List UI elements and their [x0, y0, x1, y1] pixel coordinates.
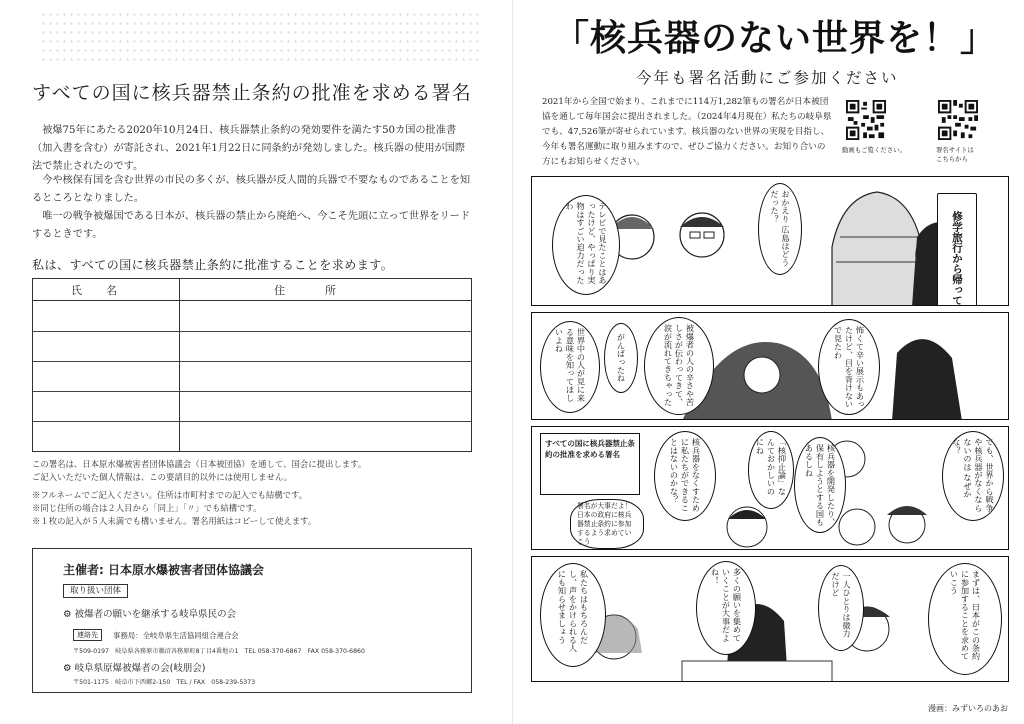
signature-table-header: [33, 279, 471, 301]
note-same-address: ※同じ住所の場合は２人目から「同上」「〃」でも結構です。: [32, 503, 262, 513]
column-divider: [179, 279, 180, 451]
speech-bubble-small-power: 一人ひとりは微力だけど: [818, 565, 864, 651]
signature-table[interactable]: [32, 278, 472, 452]
qr-code-video[interactable]: [846, 100, 886, 140]
speech-bubble-gather: 多くの願いを集めていくことが大事だよね！: [696, 561, 756, 655]
manga-credit: 漫画：みずいろのあお: [928, 704, 1008, 713]
manga-strip: [531, 176, 1009, 694]
office-detail: 〒509-0197 岐阜県各務原市鵜沼各務原町8丁目4番地の1 TEL 058-370-6867 FAX 058-370-6860: [73, 648, 365, 655]
table-row[interactable]: [33, 421, 471, 422]
speech-bubble-develop: 核兵器を開発したり、保有しようとする国もあるしね: [794, 437, 846, 533]
note-copy: ※１枚の記入が５人未満でも構いません。署名用紙はコピーして使えます。: [32, 516, 317, 526]
contact-label: 連絡先: [73, 629, 102, 641]
note-fullname: ※フルネームでご記入ください。住所は市町村までの記入でも結構です。: [32, 490, 308, 500]
table-row[interactable]: [33, 391, 471, 392]
speech-bubble-why: でも、世界から戦争や核兵器がなくならないのは なぜかな？: [942, 431, 1004, 521]
column-address: 住所: [274, 284, 376, 297]
speech-bubble-deterrence: 「核抑止論」なんておかしいのにね: [748, 431, 794, 509]
group-1-name: 被爆者の願いを継承する岐阜県民の会: [74, 609, 237, 620]
speech-bubble-good-job: がんばったね: [604, 323, 638, 393]
qr-code-signature-site[interactable]: [938, 100, 978, 140]
petition-request: 私は、すべての国に核兵器禁止条約に批准することを求めます。: [32, 258, 394, 272]
manga-panel-4: [531, 556, 1009, 682]
campaign-page: [520, 0, 1024, 724]
manga-panel-3: [531, 426, 1009, 550]
office-name: 事務局：全岐阜県生活協同組合連合会: [113, 631, 239, 640]
note-submission: この署名は、日本原水爆被害者団体協議会（日本被団協）を通して、国会に提出します。: [32, 459, 367, 469]
organizer-name: 主催者: 日本原水爆被害者団体協議会: [63, 563, 264, 577]
campaign-intro: 2021年から全国で始まり、これまでに114万1,282筆もの署名が日本被団協を通して毎年国会に提出されました。（2024年4月現在）私たちの岐阜県でも、47,526筆が寄せられています。核兵器のない世界の実現を目指し、今年も署名運動に取り組みますので、ぜひご協力ください。お知り合いの方にもお知らせください。: [542, 97, 832, 167]
qr-caption-signature: 署名サイトは こちらから: [936, 146, 974, 163]
group-2-detail: 〒501-1175 岐阜市下西郷2-150 TEL / FAX 058-239-5373: [73, 679, 256, 686]
speech-bubble-scary: 怖くて辛い展示もあったけど、目を背けないで見たわ: [818, 319, 880, 415]
speech-bubble-welcome: おかえり 広島はどうだった？: [758, 183, 802, 275]
speech-bubble-tears: 被爆者の人の辛さや苦しさが伝わってきて、涙が流れてきちゃった: [644, 317, 714, 415]
campaign-subtitle: 今年も署名活動にご参加ください: [636, 69, 899, 87]
group-1: [63, 606, 236, 620]
speech-bubble-world: 世界中の人が見に来る意味を知ってほしいよね: [540, 321, 600, 413]
scan-noise: [40, 10, 480, 65]
manga-panel-1: [531, 176, 1009, 306]
signature-sheet-page: [0, 0, 505, 724]
speech-bubble-tv: テレビで見たことはあったけど、やっぱり実物はすごい迫力だったわ: [552, 195, 620, 295]
handler-label: 取り扱い団体: [63, 584, 128, 598]
speech-bubble-petition: 署名が大事だよ！日本の政府に核兵器禁止条約に参加するよう求めていこう: [570, 499, 644, 549]
campaign-title: 「核兵器のない世界を！」: [553, 18, 998, 59]
note-privacy: ご記入いただいた個人情報は、この要請目的以外には使用しません。: [32, 472, 293, 482]
column-name: 氏名: [71, 284, 141, 297]
table-row[interactable]: [33, 331, 471, 332]
group-2-name: 岐阜県原爆被爆者の会(岐朋会): [74, 663, 206, 674]
intro-paragraph-3: 唯一の戦争被爆国である日本が、核兵器の禁止から廃絶へ、今こそ先頭に立って世界をリードするときです。: [32, 211, 471, 240]
petition-title: すべての国に核兵器禁止条約の批准を求める署名: [32, 82, 472, 104]
speech-bubble-what-can-we-do: 核兵器をなくすために私たちができることはないのかな？: [654, 431, 716, 521]
qr-caption-video: 動画もご覧ください。: [842, 146, 906, 154]
table-row[interactable]: [33, 361, 471, 362]
gear-icon: ⚙: [63, 663, 72, 674]
group-2: [63, 660, 205, 674]
gear-icon: ⚙: [63, 609, 72, 620]
caption-school-trip: 修学旅行から帰って: [937, 193, 977, 306]
speech-bubble-share: 私たちはもちろんだし、声をかけられる人にも知らせましょう: [540, 563, 606, 667]
signature-sheet-illustration: すべての国に核兵器禁止条約の批准を求める署名: [540, 433, 640, 495]
page-fold: [512, 0, 513, 724]
speech-bubble-first-step: まずは、日本がこの条約に参加することを求めていこう: [928, 563, 1002, 675]
intro-paragraph-2: 今や核保有国を含む世界の市民の多くが、核兵器が反人間的兵器で不要なものであることを知るところとなりました。: [32, 175, 471, 204]
manga-panel-2: [531, 312, 1009, 420]
organizer-box: [32, 548, 472, 693]
intro-paragraph-1: 被爆75年にあたる2020年10月24日、核兵器禁止条約の発効要件を満たす50カ国の批准書（加入書を含む）が寄託され、2021年1月22日に同条約が発効しました。核兵器の使用が国際法で禁止されたのです。: [32, 125, 466, 172]
